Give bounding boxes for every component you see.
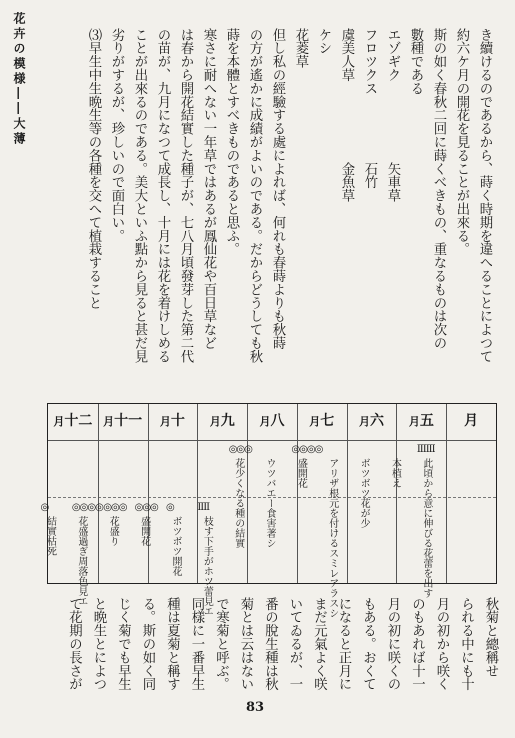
bottom-text-column: 菊とは云はない [238,597,253,691]
calendar-note-text: 盛開花 [138,516,150,546]
bottom-text-column: られる中にも十 [458,597,474,691]
calendar-note-text: 花少くなる種の結實 [232,458,244,548]
body-text-column: ことが出來るのである。美大といふ點から見ると甚だ見 [132,28,147,363]
body-text-column: 但し私の經驗する處によれば、何れも春蒔よりも秋蒔 [270,28,285,350]
bloom-marks: ◎◎◎ [228,444,252,455]
body-text-column: 數種である [408,28,423,95]
body-text-column: エゾギク 矢車草 [385,28,400,203]
month-row-divider [48,440,496,441]
bottom-text-column: になると正月に [336,597,351,691]
bottom-text-column: じく菊でも早生 [115,597,131,691]
body-text-column: 虞美人草 金魚草 [339,28,354,203]
calendar-note-text: ウツバエー食害著シ [264,458,276,548]
calendar-note-text: アリザ根元を付けるスミレアラスシ [326,458,338,618]
calendar-note-text: 枝す下手がホツ蕾見エ [201,516,213,616]
bottom-text-column: で寒菊と呼ぶ。 [213,597,229,691]
bottom-text-column: 月の初に咲くの [385,597,400,691]
month-label: 月八 [259,413,285,429]
running-header: 花卉の模様――大薄 [12,12,26,147]
body-text-column: フロツクス 石竹 [362,28,377,189]
bloom-marks: ◎◎◎◎ [291,444,323,455]
flowering-calendar-chart [40,403,497,618]
body-text-column: 約六ケ月の開花を見ることが出來る。 [454,28,469,256]
body-text-column: き續けるのであるから、蒔く時期を違へることによつて [477,28,492,363]
body-text-column: ケシ [316,28,331,55]
body-text-column: 斯の如く春秋二回に蒔くべきもの、重なるものは次の [431,28,446,350]
month-label: 月十 [159,413,185,429]
body-text-column: は春から開花結實した種子が、七八月頃發芽した第二代 [178,28,193,363]
body-text-column: 劣りがするが、珍しいので面白い。 [109,28,124,243]
body-text-column: ⑶早生中生晩生等の各種を交へて植栽すること [86,28,101,310]
bottom-text-column: 種は夏菊と稱す [164,597,180,691]
body-text-column: 寒さに耐へない一年草ではあるが鳳仙花や百日草など [201,28,216,350]
body-text-column: 花菱草 [293,28,308,69]
bloom-marks: ◎◎◎ [103,502,127,513]
calendar-note-text: 花盛り [107,516,119,546]
bloom-marks: ◎◎◎ [134,502,158,513]
bottom-text-column: まだ元氣よく咲 [311,597,327,691]
bloom-marks: ⅠⅠⅠⅠⅠⅠ [416,444,435,455]
bottom-text-column: いてゐるが、一 [287,597,302,691]
calendar-note-text: 此頃から意に伸びる花蕾を出す [420,458,432,598]
bottom-text-column: る。斯の如く同 [140,597,155,691]
month-column-divider [446,404,447,583]
month-column-divider [347,404,348,583]
month-label: 月七 [309,413,335,429]
calendar-note-text: ボツボツ開花 [169,516,181,576]
calendar-note-text: ボツボツ花が少 [358,458,370,528]
body-text-column: 蒔を本體とすべきものであると思ふ。 [224,28,239,256]
calendar-note-text: 本植え [389,458,401,488]
body-text-column: の苗が、九月になつて成長し、十月には花を着けしめる [155,28,170,363]
month-column-divider [247,404,248,583]
bottom-text-column: 同樣に一番早生 [189,597,204,691]
bottom-text-column: 秋菊と總稱せ [483,597,498,678]
bloom-marks: ◎ [40,502,49,513]
month-column-divider [197,404,198,583]
bottom-text-column: 番の脫生種は秋 [262,597,278,691]
month-column-divider [98,404,99,583]
bloom-marks: ⅠⅠⅠⅠ [197,502,210,513]
bottom-text-column: て花期の長さが [66,597,82,691]
page-number: 83 [246,700,265,715]
month-label: 月六 [359,413,385,429]
bottom-text-column: 月の初から咲く [434,597,449,691]
bottom-text-column: もある。おくて [360,597,376,691]
month-label: 月 [464,413,479,429]
month-label: 月九 [209,413,235,429]
month-label: 月十二 [53,413,93,429]
month-label: 月十一 [103,413,143,429]
bottom-text-column: と晩生とによつ [91,597,106,691]
calendar-note-text: 花盛過ぎ周落色見エ [75,516,87,606]
bloom-marks: ◎◎◎◎ [71,502,103,513]
month-label: 月五 [408,413,434,429]
bottom-text-column: のもあれば十一 [409,597,425,691]
body-text-column: の方が遙かに成績がよいのである。だからどうしても秋 [247,28,262,363]
bloom-marks: ◎ [165,502,174,513]
calendar-note-text: 結實枯死 [44,516,56,556]
calendar-note-text: 盛開花 [295,458,307,488]
